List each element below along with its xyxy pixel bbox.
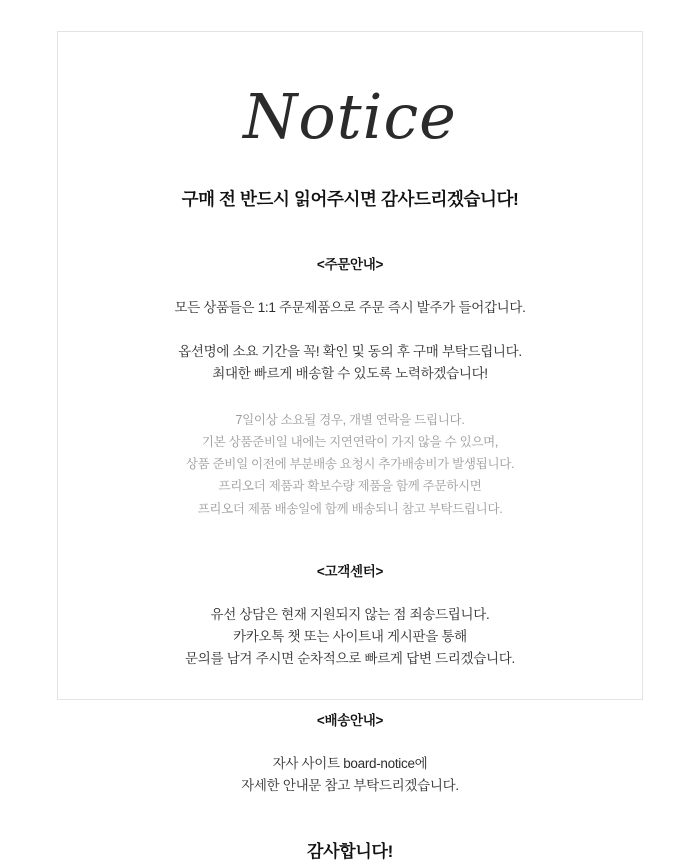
text-line: 프리오더 제품과 확보수량 제품을 함께 주문하시면 [218, 479, 482, 494]
text-line: 상품 준비일 이전에 부분배송 요청시 추가배송비가 발생됩니다. [185, 457, 515, 472]
section-heading-customer-center: <고객센터> [316, 563, 384, 579]
customer-center-paragraph [58, 604, 642, 670]
text-line: 유선 상담은 현재 지원되지 않는 점 죄송드립니다. [210, 606, 490, 622]
text-line: 최대한 빠르게 배송할 수 있도록 노력하겠습니다! [212, 365, 488, 381]
text-line: 프리오더 제품 배송일에 함께 배송되니 참고 부탁드립니다. [197, 501, 503, 516]
shipping-paragraph [58, 753, 642, 797]
text-line: 모든 상품들은 1:1 주문제품으로 주문 즉시 발주가 들어갑니다. [174, 300, 526, 315]
text-line: 문의를 남겨 주시면 순차적으로 빠르게 답변 드리겠습니다. [185, 650, 515, 666]
closing-thanks: 감사합니다! [307, 842, 393, 862]
notice-title: Notice [243, 80, 457, 153]
text-line: 카카오톡 챗 또는 사이트내 게시판을 통해 [233, 628, 467, 644]
text-line: 자사 사이트 board-notice에 [272, 756, 428, 772]
text-line: 기본 상품준비일 내에는 지연연락이 가지 않을 수 있으며, [201, 434, 499, 449]
order-paragraph-1 [58, 297, 642, 319]
section-heading-shipping: <배송안내> [316, 713, 384, 729]
order-paragraph-2 [58, 341, 642, 385]
section-heading-order: <주문안내> [316, 257, 384, 272]
text-line: 옵션명에 소요 기간을 꼭! 확인 및 동의 후 구매 부탁드립니다. [178, 343, 522, 359]
order-paragraph-3 [58, 409, 642, 520]
text-line: 7일이상 소요될 경우, 개별 연락을 드립니다. [235, 412, 465, 427]
notice-card [57, 31, 643, 862]
notice-headline: 구매 전 반드시 읽어주시면 감사드리겠습니다! [181, 189, 519, 209]
text-line: 자세한 안내문 참고 부탁드리겠습니다. [241, 778, 459, 794]
